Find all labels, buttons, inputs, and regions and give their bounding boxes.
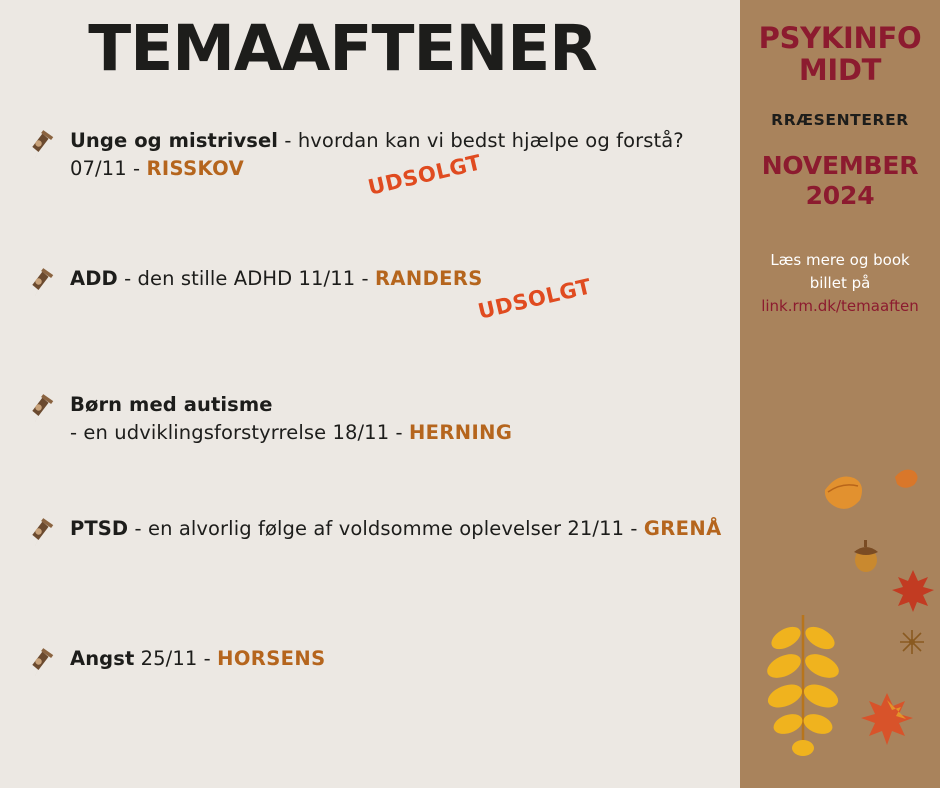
event-city: HERNING xyxy=(408,420,513,444)
pushpin-icon xyxy=(26,267,60,297)
pushpin-icon xyxy=(26,129,60,159)
event-lead: ADD xyxy=(70,267,118,290)
booking-link[interactable]: link.rm.dk/temaaften xyxy=(761,297,919,316)
event-desc: - hvordan kan vi bedst hjælpe og forstå? 07/11 - xyxy=(70,129,684,180)
event-city: GRENÅ xyxy=(643,517,722,540)
pushpin-icon xyxy=(26,647,60,677)
event-city: HORSENS xyxy=(217,647,326,670)
event-lead: Unge og mistrivsel xyxy=(70,129,279,152)
event-desc: - en udviklingsforstyrrelse 18/11 - xyxy=(70,420,409,444)
event-desc: - den stille ADHD 11/11 - xyxy=(117,267,375,290)
maple-leaf-icon xyxy=(890,568,936,614)
event-text xyxy=(70,265,740,293)
list-item[interactable] xyxy=(22,515,740,615)
event-desc: 25/11 - xyxy=(134,647,218,670)
presents-label: RRÆSENTERER xyxy=(771,110,909,129)
event-text xyxy=(70,391,740,446)
list-item[interactable] xyxy=(22,645,740,745)
booking-info xyxy=(740,249,940,319)
pushpin-icon xyxy=(26,517,60,547)
brand-line-1: PSYKINFO xyxy=(758,21,922,55)
event-lead: PTSD xyxy=(70,517,129,540)
status-badge: UDSOLGT xyxy=(365,150,484,200)
compound-leaf-icon xyxy=(758,610,848,760)
brand-line-2: MIDT xyxy=(798,53,882,88)
event-text xyxy=(70,645,740,673)
leaf-icon xyxy=(892,465,922,493)
event-city: RISSKOV xyxy=(146,156,245,180)
leaf-icon xyxy=(820,470,870,515)
event-desc: - en alvorlig følge af voldsomme oplevelser 21/11 - xyxy=(128,517,644,540)
list-item[interactable] xyxy=(22,265,740,365)
year-label: 2024 xyxy=(805,180,875,210)
seed-icon xyxy=(898,628,926,656)
event-city: RANDERS xyxy=(374,267,483,290)
sidebar xyxy=(740,0,940,788)
booking-text: Læs mere og book billet på xyxy=(770,250,910,293)
maple-leaf-icon xyxy=(858,690,916,748)
month-label: NOVEMBER xyxy=(761,150,919,180)
event-lead: Børn med autisme xyxy=(70,393,273,416)
pushpin-icon xyxy=(26,393,60,423)
brand-title xyxy=(740,0,940,87)
event-text xyxy=(70,515,740,543)
event-list xyxy=(0,127,740,745)
list-item[interactable] xyxy=(22,391,740,491)
list-item[interactable] xyxy=(22,127,740,227)
event-lead: Angst xyxy=(70,647,135,670)
date-block xyxy=(740,151,940,211)
status-badge: UDSOLGT xyxy=(475,274,594,324)
acorn-icon xyxy=(848,538,884,574)
page-title: TEMAAFTENER xyxy=(88,12,597,85)
